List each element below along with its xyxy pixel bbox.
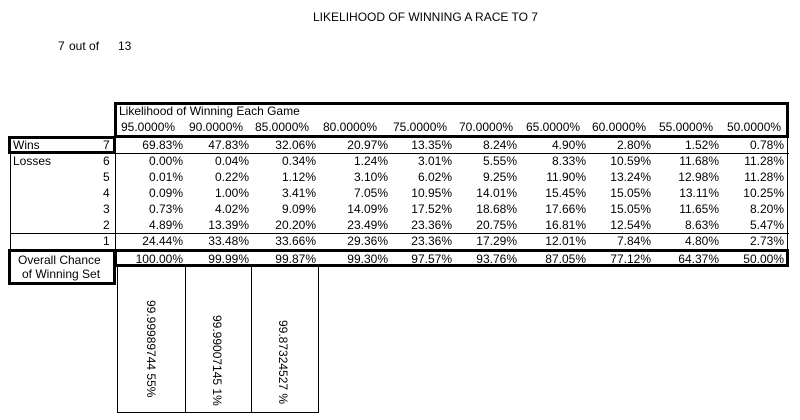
loss-cell: 0.34%: [281, 154, 316, 168]
overall-label-line1: Overall Chance: [18, 253, 101, 267]
loss-count: 2: [103, 218, 110, 232]
overall-cell: 99.87%: [275, 252, 316, 266]
probability-header: 85.0000%: [255, 120, 310, 134]
loss-cell: 13.11%: [679, 186, 719, 200]
overall-cell: 77.12%: [610, 252, 651, 266]
loss-cell: 13.24%: [610, 170, 651, 184]
loss-cell: 11.68%: [679, 154, 719, 168]
loss-cell: 11.65%: [679, 202, 719, 216]
loss-cell: 10.25%: [743, 186, 784, 200]
loss-cell: 17.52%: [411, 202, 452, 216]
loss-cell: 15.45%: [545, 186, 586, 200]
loss-cell: 11.90%: [546, 170, 586, 184]
overall-cell: 50.00%: [743, 252, 784, 266]
loss-cell: 23.49%: [347, 218, 388, 232]
loss-cell: 7.84%: [616, 234, 651, 248]
wins-label: Wins: [13, 138, 40, 152]
loss-cell: 8.63%: [684, 218, 719, 232]
losses-label: Losses: [13, 154, 52, 168]
overall-label-box: [8, 249, 116, 285]
probability-header: 50.0000%: [727, 120, 782, 134]
overall-cell: 97.57%: [411, 252, 452, 266]
loss-cell: 1.24%: [353, 154, 388, 168]
loss-cell: 9.25%: [482, 170, 517, 184]
probability-header: 60.0000%: [592, 120, 647, 134]
loss-cell: 0.73%: [148, 202, 183, 216]
loss-count: 4: [103, 186, 110, 200]
loss-cell: 1.00%: [214, 186, 249, 200]
overall-cell: 100.00%: [135, 252, 183, 266]
loss-cell: 12.01%: [545, 234, 586, 248]
loss-cell: 0.04%: [214, 154, 249, 168]
loss-cell: 2.73%: [749, 234, 784, 248]
loss-count: 5: [103, 170, 110, 184]
precise-value-3: 99.87324527 %: [276, 320, 290, 405]
header-label: Likelihood of Winning Each Game: [119, 104, 300, 118]
wins-cell: 69.83%: [142, 138, 183, 152]
loss-cell: 3.01%: [417, 154, 452, 168]
loss-cell: 5.47%: [749, 218, 784, 232]
loss-cell: 20.20%: [275, 218, 316, 232]
overall-label-line2: of Winning Set: [22, 267, 101, 281]
loss-cell: 23.36%: [411, 218, 452, 232]
wins-cell: 32.06%: [275, 138, 316, 152]
loss-cell: 33.48%: [208, 234, 249, 248]
probability-header: 80.0000%: [323, 120, 378, 134]
probability-header: 65.0000%: [526, 120, 581, 134]
probability-header: 95.0000%: [121, 120, 176, 134]
loss-cell: 4.80%: [684, 234, 719, 248]
loss-cell: 3.10%: [353, 170, 388, 184]
wins-cell: 13.35%: [411, 138, 452, 152]
loss-count: 6: [103, 154, 110, 168]
loss-cell: 0.22%: [214, 170, 249, 184]
precise-value-1: 99.99989744 55%: [144, 300, 158, 398]
overall-cell: 99.99%: [208, 252, 249, 266]
loss-cell: 11.28%: [744, 170, 784, 184]
race-total: 13: [118, 39, 132, 53]
wins-cell: 2.80%: [616, 138, 651, 152]
precise-value-2: 99.99007145 1%: [210, 315, 224, 406]
race-target: 7: [58, 39, 65, 53]
overall-cell: 87.05%: [545, 252, 586, 266]
overall-cell: 99.30%: [347, 252, 388, 266]
loss-cell: 8.33%: [551, 154, 586, 168]
loss-count: 1: [103, 234, 110, 248]
wins-games: 7: [103, 138, 110, 152]
probability-header: 55.0000%: [659, 120, 714, 134]
wins-cell: 0.78%: [749, 138, 784, 152]
loss-cell: 18.68%: [476, 202, 517, 216]
wins-cell: 20.97%: [347, 138, 388, 152]
wins-label-box: [8, 136, 116, 154]
wins-cell: 47.83%: [208, 138, 249, 152]
sheet-title: LIKELIHOOD OF WINNING A RACE TO 7: [313, 10, 538, 24]
loss-cell: 10.95%: [411, 186, 452, 200]
loss-cell: 0.00%: [148, 154, 183, 168]
loss-cell: 10.59%: [610, 154, 651, 168]
loss-cell: 12.54%: [610, 218, 651, 232]
loss-cell: 4.89%: [148, 218, 183, 232]
loss-count: 3: [103, 202, 110, 216]
loss-cell: 17.29%: [476, 234, 517, 248]
loss-cell: 23.36%: [411, 234, 452, 248]
loss-cell: 6.02%: [417, 170, 452, 184]
loss-cell: 15.05%: [610, 202, 651, 216]
loss-cell: 8.20%: [749, 202, 784, 216]
loss-cell: 16.81%: [545, 218, 586, 232]
overall-values-box: [114, 249, 789, 267]
loss-cell: 20.75%: [476, 218, 517, 232]
loss-cell: 14.09%: [347, 202, 388, 216]
loss-cell: 5.55%: [482, 154, 517, 168]
loss-cell: 17.66%: [545, 202, 586, 216]
loss-cell: 4.02%: [214, 202, 249, 216]
loss-cell: 11.28%: [744, 154, 784, 168]
wins-cell: 1.52%: [684, 138, 719, 152]
probability-header: 70.0000%: [459, 120, 514, 134]
loss-cell: 0.01%: [148, 170, 183, 184]
loss-cell: 0.09%: [148, 186, 183, 200]
loss-cell: 1.12%: [281, 170, 316, 184]
loss-cell: 29.36%: [347, 234, 388, 248]
wins-cell: 4.90%: [551, 138, 586, 152]
loss-cell: 14.01%: [476, 186, 517, 200]
header-box: [114, 102, 789, 138]
loss-cell: 7.05%: [353, 186, 388, 200]
loss-cell: 24.44%: [142, 234, 183, 248]
overall-cell: 93.76%: [476, 252, 517, 266]
loss-cell: 9.09%: [281, 202, 316, 216]
race-out-of-label: out of: [69, 39, 100, 53]
overall-cell: 64.37%: [678, 252, 719, 266]
probability-header: 90.0000%: [189, 120, 244, 134]
loss-cell: 15.05%: [610, 186, 651, 200]
probability-header: 75.0000%: [393, 120, 448, 134]
loss-cell: 13.39%: [208, 218, 249, 232]
loss-cell: 12.98%: [678, 170, 719, 184]
loss-cell: 3.41%: [281, 186, 316, 200]
wins-cell: 8.24%: [482, 138, 517, 152]
loss-cell: 33.66%: [275, 234, 316, 248]
